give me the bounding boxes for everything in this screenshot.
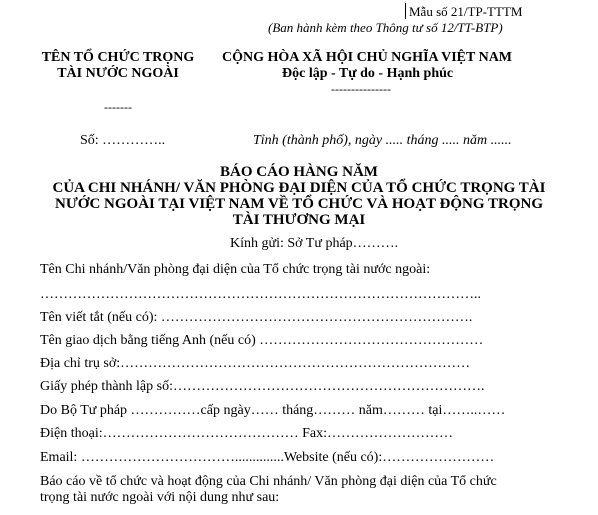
text-cursor bbox=[405, 3, 406, 19]
field-email-website: Email: ……………………………..............Website (nếu có):…………………… bbox=[40, 450, 495, 465]
document-number: Số: ………….. bbox=[80, 133, 166, 148]
report-subtitle-line-3: TÀI THƯƠNG MẠI bbox=[232, 212, 366, 228]
place-date: Tỉnh (thành phố), ngày ..... tháng ..... năm ...... bbox=[253, 133, 512, 148]
org-name: TÊN TỔ CHỨC TRỌNG TÀI NƯỚC NGOÀI bbox=[41, 50, 195, 81]
report-subtitle-line-2: NƯỚC NGOÀI TẠI VIỆT NAM VỀ TỔ CHỨC VÀ HOẠT ĐỘNG TRỌNG bbox=[55, 196, 543, 212]
org-divider: ------- bbox=[104, 100, 132, 114]
field-phone-fax: Điện thoại:…………………………………… Fax:……………………… bbox=[40, 426, 453, 441]
report-title: BÁO CÁO HÀNG NĂM bbox=[220, 164, 378, 180]
recipient: Kính gửi: Sở Tư pháp………. bbox=[230, 236, 399, 251]
field-license-number: Giấy phép thành lập số:…………………………………………………………. bbox=[40, 379, 485, 394]
report-intro-line-1: Báo cáo về tổ chức và hoạt động của Chi nhánh/ Văn phòng đại diện của Tổ chức bbox=[40, 474, 497, 489]
field-branch-name: Tên Chi nhánh/Văn phòng đại diện của Tổ chức trọng tài nước ngoài: bbox=[40, 262, 431, 277]
report-intro-line-2: trọng tài nước ngoài với nội dung như sau: bbox=[40, 490, 280, 505]
form-number: Mẫu số 21/TP-TTTM bbox=[409, 4, 523, 19]
field-issued-by: Do Bộ Tư pháp ……………cấp ngày…… tháng……… năm……… tại……..…… bbox=[40, 403, 506, 418]
report-subtitle-line-1: CỦA CHI NHÁNH/ VĂN PHÒNG ĐẠI DIỆN CỦA TỔ CHỨC TRỌNG TÀI bbox=[52, 180, 546, 196]
motto-divider: --------------- bbox=[331, 82, 391, 96]
motto: Độc lập - Tự do - Hạnh phúc bbox=[282, 66, 454, 81]
field-address: Địa chỉ trụ sở:………………………………………………………………… bbox=[40, 356, 471, 371]
field-english-name: Tên giao dịch bằng tiếng Anh (nếu có) ………………………………………… bbox=[40, 333, 484, 348]
nation-heading: CỘNG HÒA XÃ HỘI CHỦ NGHĨA VIỆT NAM bbox=[222, 50, 513, 65]
field-abbreviation: Tên viết tắt (nếu có): …………………………………………………………. bbox=[40, 310, 473, 325]
issued-note: (Ban hành kèm theo Thông tư số 12/TT-BTP) bbox=[268, 20, 503, 35]
field-branch-name-blank: ………………………………………………………………………………….. bbox=[40, 287, 481, 302]
